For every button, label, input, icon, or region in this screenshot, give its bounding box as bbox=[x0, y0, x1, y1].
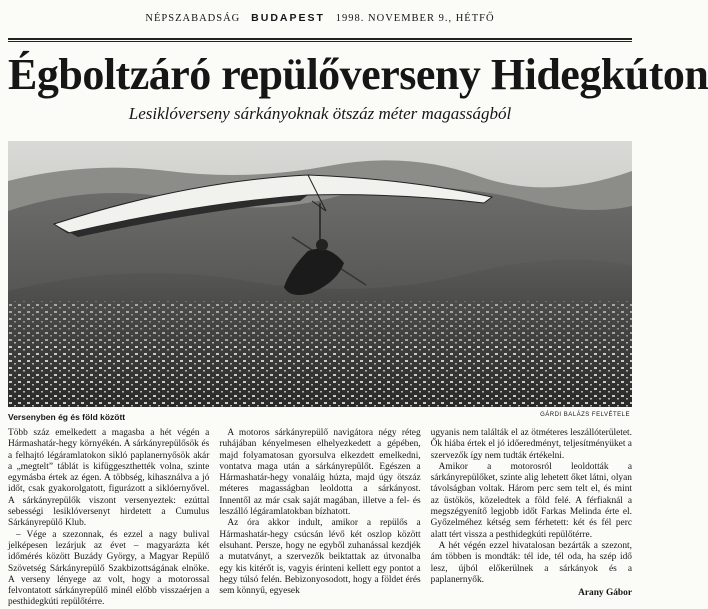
subheadline: Lesiklóverseny sárkányoknak ötszáz méter magasságból bbox=[128, 104, 512, 123]
masthead-rule-thin bbox=[8, 41, 632, 42]
paragraph: A motoros sárkányrepülő navigátora négy réteg ruhájában kényelmesen elhelyezkedett a gépében, majd folyamatosan gyorsulva elkezdett emelkedni, vontatva maga után a sárkányrepülőt. Egészen a Hármashatár-hegy vonaláig húzta, majd úgy ötszáz méteres magasságban leoldotta a sárkányost. Innentől az már csak saját magában, illetve a fel- és leszálló légáramlatokban bízhatott. bbox=[219, 428, 421, 518]
byline: Arany Gábor bbox=[578, 588, 632, 599]
masthead-line bbox=[8, 12, 632, 24]
masthead-rule bbox=[8, 38, 632, 40]
paragraph: A hét végén ezzel hivatalosan bezárták a szezont, ám többen is mondták: tél ide, tél oda, ha szép idő lesz, újból előkerülnek a sárkányok és a paplanernyők. bbox=[430, 540, 632, 585]
masthead-date: 1998. NOVEMBER 9., HÉTFŐ bbox=[335, 13, 495, 24]
paragraph: ugyanis nem találták el az ötméteres leszállóterületet. Ők hiába értek el jó időeredményt, teljesítményüket a szervezők így nem tudták értékelni. bbox=[430, 428, 632, 461]
article-column-2 bbox=[219, 428, 421, 597]
masthead-paper: NÉPSZABADSÁG bbox=[145, 13, 241, 24]
article-column-3 bbox=[430, 428, 632, 599]
article-column-1 bbox=[8, 428, 210, 608]
photo-credit: GÁRDI BALÁZS FELVÉTELE bbox=[540, 412, 630, 418]
article-body bbox=[8, 428, 632, 608]
paragraph: Több száz emelkedett a magasba a hét végén a Hármashatár-hegy környékén. A sárkányrepülősök és a felhajtó légáramlatokon sikló paplanernyősök akár a „megtelt” táblát is kifüggeszthették volna, szinte egymásba értek az égen. A többség, kihasználva a jó időt, csak gyakorolgatott, figurázott a siklóernyővel. A sárkányrepülők viszont versenyeztek: ezúttal sebességi lesiklóversenyt hirdetett a Cumulus Sárkányrepülő Klub. bbox=[8, 428, 210, 529]
masthead bbox=[8, 10, 632, 26]
paragraph: Az óra akkor indult, amikor a repülős a Hármashatár-hegy csúcsán lévő két oszlop között elsuhant. Persze, hogy ne egyből zuhanással kezdjék a mutatványt, a szervezők beiktattak az útvonalba egy kis kitérőt is, vagyis érinteni kellett egy pontot a hegy túlsó felén. Bebizonyosodott, hogy a földet érés sem könnyű, egyesek bbox=[219, 518, 421, 597]
paragraph: Amikor a motorosról leoldották a sárkányrepülőket, szinte alig lehetett őket látni, olyan távolságban voltak. Három perc sem telt el, és mint az üstökös, közeledtek a föld felé. A férfiaknál a megszégyenítő legjobb időt Farkas Melinda érte el. Győzelméhez kétség sem férhetett: két és fél perc alatt tért vissza a pesthidegkúti repülőtérre. bbox=[430, 461, 632, 540]
paragraph: – Vége a szezonnak, és ezzel a nagy bulival jelképesen lezárjuk az évet – magyarázta két időmérés között Buzády György, a Magyar Repülő Szövetség Sárkányrepülő Szakbizottságának elnöke. A verseny lényege az volt, hogy a motorossal felvontatott sárkányrepülő minél előbb visszaérjen a pesthidegkúti repülőtérre. bbox=[8, 529, 210, 608]
headline: Égboltzáró repülőverseny Hidegkúton bbox=[8, 50, 708, 99]
masthead-section: BUDAPEST bbox=[251, 12, 325, 24]
hang-glider-photo bbox=[8, 141, 632, 407]
photo-caption: Versenyben ég és föld között bbox=[8, 412, 126, 422]
